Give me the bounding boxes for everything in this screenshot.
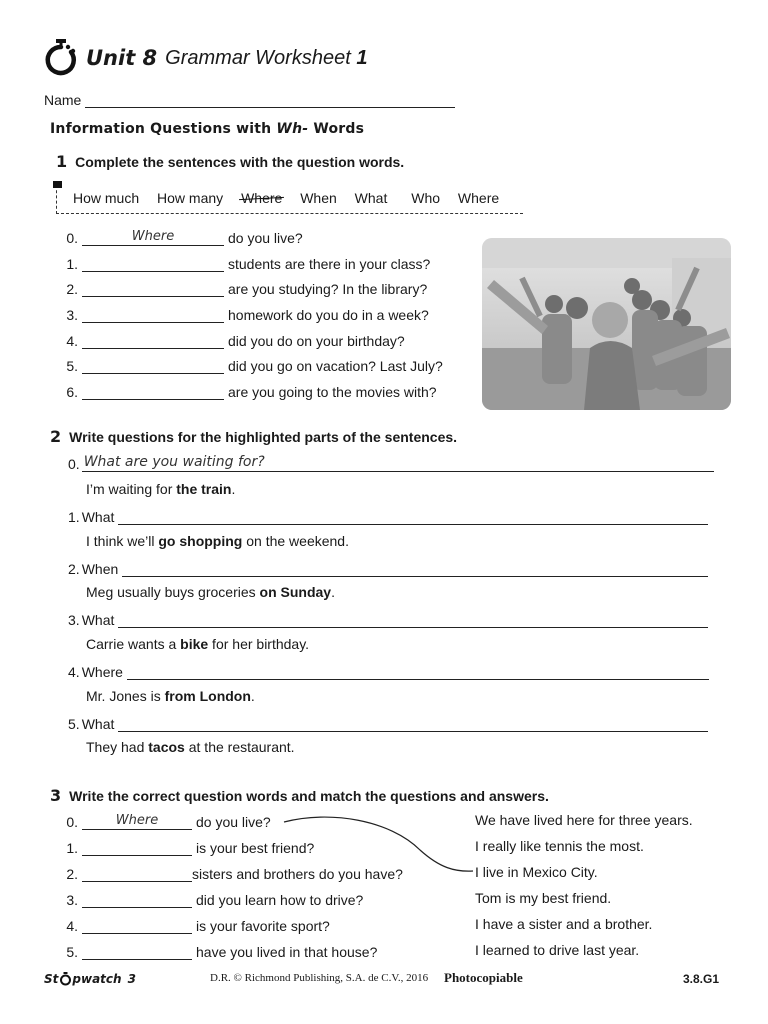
sentence: Meg usually buys groceries on Sunday. [86, 584, 335, 600]
sentence: Mr. Jones is from London. [86, 688, 255, 704]
answer-line[interactable] [118, 714, 708, 732]
exercise-instruction: Write questions for the highlighted parts of the sentences. [69, 429, 458, 445]
photocopiable-label: Photocopiable [444, 970, 523, 985]
word-item: Where [457, 190, 500, 206]
stopwatch-logo: St pwatch 3 [44, 972, 136, 986]
section-heading: Information Questions with Wh- Words [50, 121, 365, 137]
answer-item[interactable]: I learned to drive last year. [475, 942, 640, 958]
exercise-number: 3 [50, 786, 62, 805]
sentence: I think we’ll go shopping on the weekend. [86, 533, 349, 549]
copyright-text: D.R. © Richmond Publishing, S.A. de C.V., 2016 [210, 972, 429, 984]
word-item: How much [73, 190, 140, 206]
word-item: How many [157, 190, 224, 206]
answer-blank[interactable] [82, 838, 192, 856]
sentence: I’m waiting for the train. [86, 481, 236, 497]
question-line: 4. Where [68, 660, 709, 680]
word-box [56, 185, 523, 214]
exercise-instruction: Write the correct question words and match the questions and answers. [69, 788, 549, 804]
name-field[interactable] [44, 92, 455, 108]
list-item: 5. have you lived in that house? [66, 944, 378, 960]
answer-item[interactable]: I have a sister and a brother. [475, 916, 653, 932]
question-line: 0. What are you waiting for? [68, 452, 714, 472]
answer-blank[interactable] [82, 864, 192, 882]
answer-blank[interactable] [82, 279, 224, 297]
exercise-number: 2 [50, 427, 62, 446]
list-item: 4. did you do on your birthday? [66, 332, 405, 349]
stopwatch-icon [44, 38, 78, 78]
exercise-1-list [64, 226, 443, 400]
question-line: 2. When [68, 557, 708, 577]
sentence: Carrie wants a bike for her birthday. [86, 636, 310, 652]
answer-line[interactable] [127, 662, 709, 680]
answer-blank[interactable] [82, 890, 192, 908]
exercise-2-title [50, 427, 457, 446]
exercise-3-title [50, 786, 549, 805]
list-item: 1. students are there in your class? [66, 255, 431, 272]
word-item-crossed: Where [241, 190, 283, 206]
answer-line[interactable] [118, 507, 708, 525]
list-item: 3. did you learn how to drive? [66, 892, 364, 908]
answer-item[interactable]: We have lived here for three years. [475, 812, 693, 828]
group-photo [482, 238, 731, 410]
pin-icon [53, 181, 62, 188]
answer-line[interactable] [122, 559, 708, 577]
exercise-1-title [56, 152, 404, 171]
answer-blank[interactable] [82, 331, 224, 349]
answer-line[interactable]: What are you waiting for? [82, 454, 714, 472]
answer-blank[interactable]: Where [82, 228, 224, 246]
answer-item[interactable]: I really like tennis the most. [475, 838, 644, 854]
answer-blank[interactable] [82, 305, 224, 323]
answer-blank[interactable] [82, 942, 192, 960]
exercise-instruction: Complete the sentences with the question words. [75, 154, 405, 170]
list-item: 6. are you going to the movies with? [66, 384, 437, 401]
match-connector-line [270, 810, 480, 880]
question-line: 3. What [68, 608, 708, 628]
question-line: 1. What [68, 505, 708, 525]
answer-blank[interactable] [82, 382, 224, 400]
list-item: 1. is your best friend? [66, 840, 315, 856]
answer-item[interactable]: I live in Mexico City. [475, 864, 598, 880]
exercise-number: 1 [56, 152, 68, 171]
answer-blank[interactable] [82, 916, 192, 934]
list-item: 4. is your favorite sport? [66, 918, 330, 934]
name-label: Name [44, 92, 82, 108]
list-item: 3. homework do you do in a week? [66, 307, 429, 324]
worksheet-title [44, 36, 367, 80]
list-item: 0. Where do you live? [66, 229, 303, 246]
word-item: What [354, 190, 388, 206]
list-item: 2. are you studying? In the library? [66, 281, 428, 298]
name-line[interactable] [85, 93, 455, 108]
word-item: Who [411, 190, 441, 206]
answer-blank[interactable] [82, 254, 224, 272]
list-item: 0. Where do you live? [66, 813, 271, 830]
answer-blank[interactable] [82, 356, 224, 374]
answer-blank[interactable]: Where [82, 812, 192, 830]
answer-item[interactable]: Tom is my best friend. [475, 890, 612, 906]
worksheet-name: Grammar Worksheet 1 [165, 46, 368, 69]
unit-label: Unit 8 [86, 46, 158, 70]
stopwatch-icon [59, 972, 72, 986]
list-item: 2. sisters and brothers do you have? [66, 866, 403, 882]
word-list [73, 190, 513, 206]
question-line: 5. What [68, 712, 708, 732]
group-photo-image [482, 238, 731, 410]
page-code: 3.8.G1 [683, 972, 720, 986]
sentence: They had tacos at the restaurant. [86, 739, 295, 755]
list-item: 5. did you go on vacation? Last July? [66, 358, 443, 375]
word-item: When [300, 190, 337, 206]
answer-line[interactable] [118, 610, 708, 628]
